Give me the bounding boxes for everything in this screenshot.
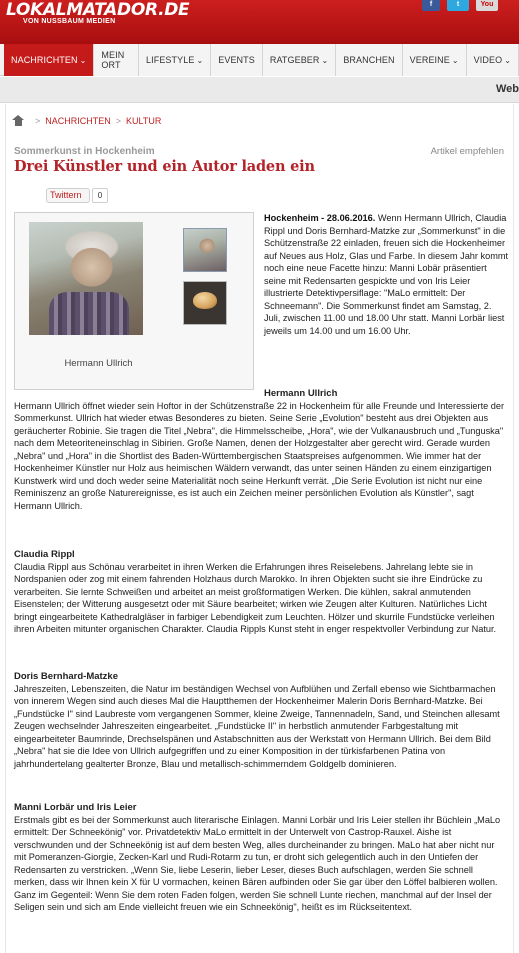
nav-item-mein-ort[interactable]	[94, 44, 139, 76]
nav-item-video[interactable]	[467, 44, 519, 76]
chevron-down-icon: ⌄	[504, 55, 511, 65]
sub-nav-bar	[0, 77, 519, 103]
chevron-down-icon: ⌄	[196, 55, 204, 65]
article-lead	[264, 212, 510, 337]
chevron-down-icon: ⌄	[79, 55, 87, 65]
home-icon[interactable]	[12, 115, 25, 126]
main-nav	[4, 44, 519, 76]
facebook-icon[interactable]: f	[422, 0, 440, 11]
youtube-icon[interactable]: You	[476, 0, 498, 11]
nav-item-lifestyle[interactable]	[139, 44, 211, 76]
site-header	[0, 0, 519, 44]
section-heading: Claudia Rippl	[14, 549, 75, 560]
breadcrumb	[12, 115, 161, 126]
breadcrumb-item-kultur[interactable]: KULTUR	[126, 115, 162, 126]
nav-item-label: VEREINE	[409, 55, 450, 65]
nav-item-nachrichten[interactable]	[4, 44, 94, 76]
article-dateline: Hockenheim - 28.06.2016.	[264, 213, 376, 223]
subbar-label[interactable]: Web	[495, 83, 519, 95]
gallery-main-image[interactable]	[29, 222, 143, 335]
article-title: Drei Künstler und ein Autor laden ein	[14, 158, 315, 175]
image-gallery	[14, 212, 254, 390]
nav-item-branchen[interactable]	[336, 44, 402, 76]
site-logo[interactable]: LOKALMATADOR.DE	[6, 0, 190, 20]
nav-item-label: VIDEO	[473, 55, 503, 65]
section-paragraph: Hermann Ullrich öffnet wieder sein Hoftor in der Schützenstraße 22 in Hockenheim für alle Freunde und Interessierte der Sommerkunst. Ullrich hat wieder etwas Besonderes zu bieten. Seine Serie „Evolution" besteht aus drei Objekten aus geräucherter Robinie. Sie tragen die Titel „Nebra", die Himmelsscheibe, „Hora", wie der Vulkanausbruch und „Tunguska" nach dem Meteoriteneinschlag in Sibirien. Große Namen, denen der Holzgestalter aber gerecht wird. Gerade wurden „Nebra" und „Hora" in die Shortlist des Baden-Württembergischen Staatspreises aufgenommen. Wie immer hat der Hockenheimer Künstler nur Holz aus heimischen Wäldern verwandt, das unter seinen Händen zu einem einzigartigen Kunstwerk wird und doch weder seine Materialität noch seine Herkunft verrät. „Die Serie Evolution ist nicht nur eine Reminiszenz an große Naturereignisse, es ist auch ein Zeichen meiner persönlichen Evolution als Künstler", sagt Hermann Ullrich.	[14, 401, 505, 511]
nav-item-label: RATGEBER	[269, 55, 320, 65]
site-logo-subtitle: VON NUSSBAUM MEDIEN	[23, 18, 116, 25]
chevron-down-icon: ⌄	[451, 55, 459, 65]
section-paragraph: Claudia Rippl aus Schönau verarbeitet in ihren Werken die Erfahrungen ihres Reiselebens. Jahrelang lebte sie in Nordspanien oder zog mit einem fahrenden Holzhaus durch Marokko. In ihren Objekten sucht sie ihre Eindrücke zu verarbeiten. Sie lernte Schweißen und arbeitet an meist großformatigen Werken. Die kühlen, sakral anmutenden Eisenstelen; der Witterung ausgesetzt oder mit Säure bearbeitet; wirken wie Zeugen alter Kulturen. Natürliches Licht bringt eingearbeitete Kathedralgläser in farbiger Lebendigkeit zum Leuchten. Hölzer und skurrile Fundstücke verleihen ihren Arbeiten mitunter organischen Charakter. Claudia Rippls Kunst steht in enger respektvoller Verbindung zur Natur.	[14, 562, 497, 635]
gallery-caption: Hermann Ullrich	[64, 358, 133, 369]
section-paragraph: Erstmals gibt es bei der Sommerkunst auch literarische Einlagen. Manni Lorbär und Iris Leier stellen ihr Büchlein „MaLo ermittelt: Der Schneekönig" vor. Privatdetektiv MaLo ermittelt in der Unterwelt von Castrop-Rauxel. Aishe ist verschwunden und der Schneekönig ist auf dem besten Weg, alles durcheinander zu bringen. MaLo hat aber nicht nur mit Pomeranzen-Giorgie, Zecken-Karl und Rudi-Rotarm zu tun, er droht sich gelegentlich auch in den Untiefen der Redensarten zu verstricken. „Wenn Sie, liebe Leserin, lieber Leser, dieses Buch aufschlagen, werden Sie schnell merken, dass wir Ihnen kein X für U vormachen, keinen Bären aufbinden oder Sie gar über den Löffel balbieren wollen. Ganz im Gegenteil: Wenn Sie dem roten Faden folgen, werden Sie schnell Lunte riechen, manchmal auf der Insel der Seligen sein und sich am Ende vielleicht freuen wie ein Schneekönig", heißt es im Rückseitentext.	[14, 815, 501, 913]
article-lead-text: Wenn Hermann Ullrich, Claudia Rippl und Doris Bernhard-Matzke zur „Sommerkunst" in die Schützenstraße 22 einladen, freuen sich die Hockenheimer auf Neues aus Holz, Glas und Farbe. In diesem Jahr kommt noch eine neue Facette hinzu: Manni Lobär präsentiert seine mit Redensarten gespickte und von Iris Leier illustrierte Detektivpersiflage: "MaLo ermittelt: Der Schneemann". Die Sommerkunst findet am Samstag, 2. Juli, zwischen 11.00 und 18.00 Uhr statt. Manni Lorbär liest jeweils um 14.00 und um 16.00 Uhr.	[264, 213, 509, 336]
chevron-down-icon: ⌄	[321, 55, 329, 65]
section-heading: Manni Lorbär und Iris Leier	[14, 802, 137, 813]
nav-item-label: LIFESTYLE	[146, 55, 195, 65]
section-paragraph: Jahreszeiten, Lebenszeiten, die Natur im beständigen Wechsel von Aufblühen und Zerfall ebenso wie Sichtbarmachen von innerem Wegen sind auch dieses Mal die Hauptthemen der Hockenheimer Malerin Doris Bernhard-Matzke. Bei „Fundstücke I" sind Laubreste vom vergangenen Sommer, kleine Zweige, Tannennadeln, Sand, und Steinchen allesamt Zeugen wechselnder Jahreszeiten eingearbeitet. „Fundstücke II" in herbstlich anmutender Farbgestaltung mit eingearbeiteter Baumrinde, Drechselspänen und Astabschnitten aus der Werkstatt von Hermann Ullrich. Bei dem Bild „Nebra" hat sie die Idee von Ullrich aufgegriffen und zu einer Komposition in der türkisfarbenen Patina von jahrhundertelang gealterter Bronze, Blau und metallisch-schimmerndem Goldgelb dominieren.	[14, 684, 500, 769]
gallery-thumbnail-portrait[interactable]	[183, 228, 227, 272]
article-kicker: Sommerkunst in Hockenheim	[14, 146, 155, 157]
breadcrumb-separator: >	[115, 115, 122, 126]
nav-item-label: BRANCHEN	[343, 55, 395, 65]
nav-item-events[interactable]	[211, 44, 263, 76]
twitter-icon[interactable]: t	[447, 0, 469, 11]
tweet-count: 0	[92, 188, 108, 203]
nav-item-label: MEIN ORT	[101, 50, 125, 70]
breadcrumb-separator: >	[35, 115, 41, 126]
section-heading: Doris Bernhard-Matzke	[14, 671, 118, 682]
recommend-article-link[interactable]: Artikel empfehlen	[430, 146, 504, 157]
gallery-thumbnail-artwork[interactable]	[183, 281, 227, 325]
breadcrumb-item-nachrichten[interactable]: NACHRICHTEN	[45, 115, 111, 126]
nav-item-ratgeber[interactable]	[263, 44, 336, 76]
tweet-button[interactable]: Twittern	[46, 188, 90, 203]
nav-item-vereine[interactable]	[403, 44, 467, 76]
section-heading: Hermann Ullrich	[264, 388, 338, 399]
nav-item-label: EVENTS	[218, 55, 255, 65]
nav-item-label: NACHRICHTEN	[11, 55, 78, 65]
